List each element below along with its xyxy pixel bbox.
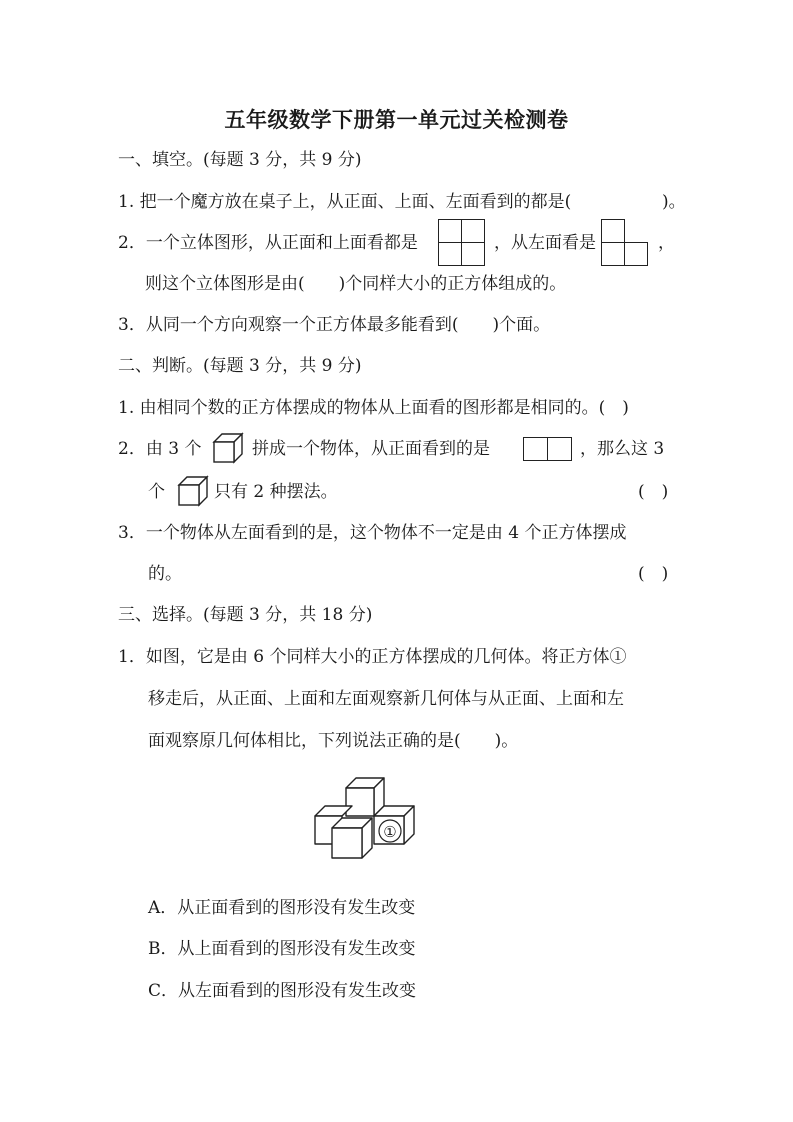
section3-heading: 三、选择。(每题 3 分，共 18 分) [118,605,373,625]
s1-q1-text: 1. 把一个魔方放在桌子上，从正面、上面、左面看到的都是( [118,192,572,212]
section1-heading: 一、填空。(每题 3 分，共 9 分) [118,150,362,170]
s2-q3-answer[interactable]: ( ) [638,564,669,584]
s2-q2-part1: 2．由 3 个 [118,439,202,459]
section2-heading: 二、判断。(每题 3 分，共 9 分) [118,356,362,376]
s3-q1-line3: 面观察原几何体相比，下列说法正确的是( )。 [148,731,519,751]
cube-label: ① [383,823,397,841]
option-c[interactable]: C．从左面看到的图形没有发生改变 [148,981,417,1001]
s2-q2-line2a: 个 [148,482,165,502]
s2-q2-part3: ，那么这 3 [580,439,665,459]
front-top-view-figure [438,219,484,265]
front-view-two-squares [523,437,571,461]
cube-arrangement-figure [310,772,422,868]
s1-q2-part2: ，从左面看是 [494,233,596,253]
s1-q2-part1: 2．一个立体图形，从正面和上面看都是 [118,233,418,253]
s3-q1-line1: 1．如图，它是由 6 个同样大小的正方体摆成的几何体。将正方体① [118,647,627,667]
s2-q3-line2: 的。 [148,564,182,584]
left-view-figure [601,219,647,265]
s1-q1-close: )。 [662,192,686,212]
s1-q3-text: 3．从同一个方向观察一个正方体最多能看到( )个面。 [118,315,551,335]
s2-q3-line1: 3．一个物体从左面看到的是，这个物体不一定是由 4 个正方体摆成 [118,523,627,543]
s2-q2-part2: 拼成一个物体，从正面看到的是 [252,439,490,459]
option-a[interactable]: A．从正面看到的图形没有发生改变 [148,898,416,918]
s2-q2-line2b: 只有 2 种摆法。 [214,482,338,502]
cube-icon [177,475,209,507]
s1-q2-line2: 则这个立体图形是由( )个同样大小的正方体组成的。 [145,274,567,294]
s2-q1-text: 1. 由相同个数的正方体摆成的物体从上面看的图形都是相同的。( ) [118,398,629,418]
s1-q2-part3: ， [658,233,675,253]
page-title: 五年级数学下册第一单元过关检测卷 [224,108,569,132]
cube-icon [212,432,244,464]
option-b[interactable]: B．从上面看到的图形没有发生改变 [148,939,416,959]
s3-q1-line2: 移走后，从正面、上面和左面观察新几何体与从正面、上面和左 [148,689,624,709]
s2-q2-answer[interactable]: ( ) [638,482,669,502]
